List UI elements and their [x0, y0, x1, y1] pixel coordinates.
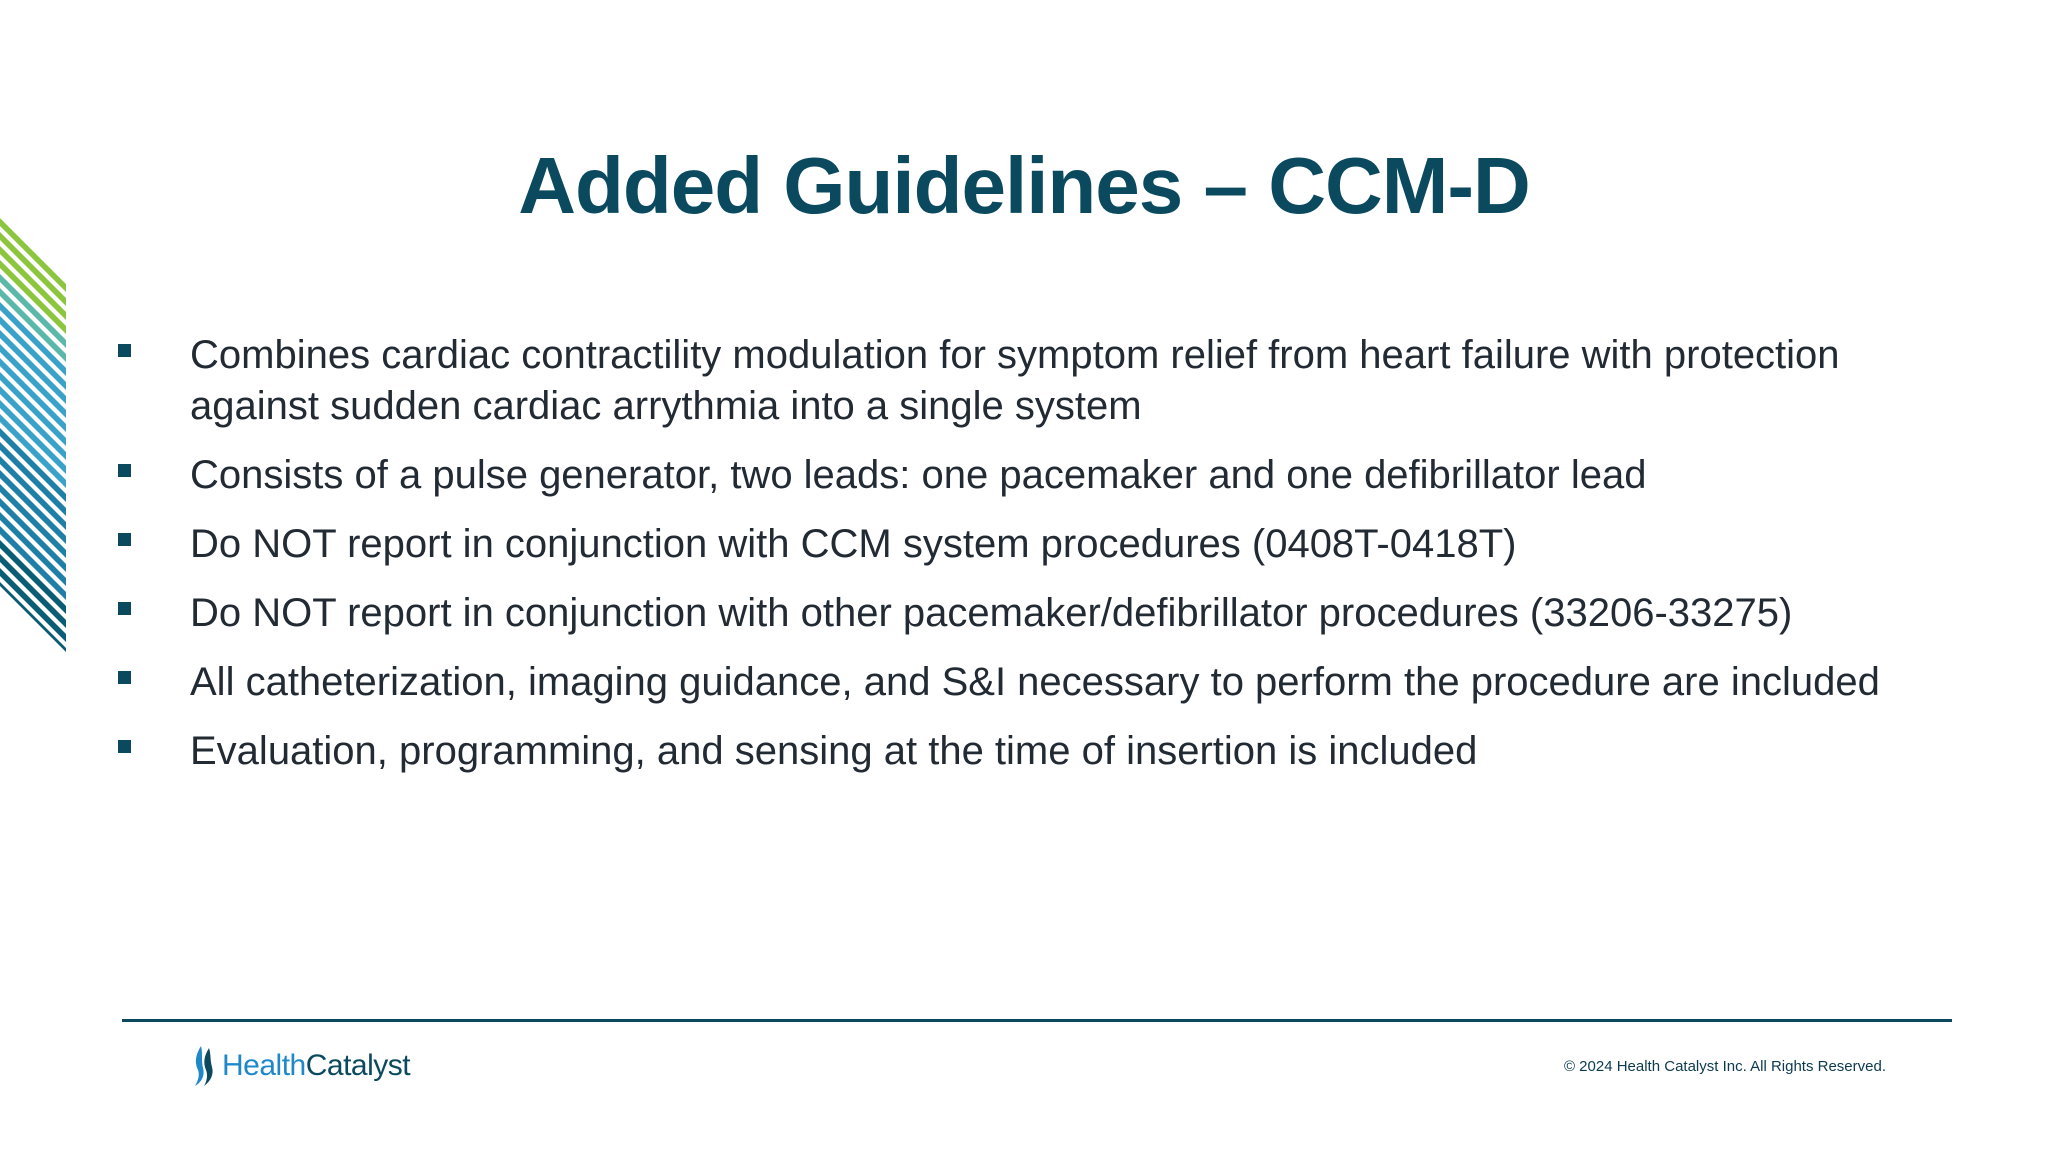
list-item — [118, 330, 2018, 432]
bullet-square-icon — [118, 464, 131, 477]
list-item — [118, 657, 2018, 708]
logo-text-health: Health — [222, 1049, 306, 1082]
list-item — [118, 588, 2018, 639]
bullet-square-icon — [118, 344, 131, 357]
list-item — [118, 519, 2018, 570]
bullet-text: Do NOT report in conjunction with other pacemaker/defibrillator procedures (33206-33275) — [190, 591, 1793, 635]
flame-icon — [192, 1044, 218, 1088]
bullet-list — [118, 330, 2018, 795]
health-catalyst-logo — [192, 1044, 410, 1088]
bullet-text: Evaluation, programming, and sensing at the time of insertion is included — [190, 729, 1478, 773]
bullet-square-icon — [118, 533, 131, 546]
bullet-text: All catheterization, imaging guidance, and S&I necessary to perform the procedure are included — [190, 660, 1880, 704]
bullet-square-icon — [118, 671, 131, 684]
logo-text-catalyst: Catalyst — [305, 1049, 411, 1082]
bullet-text: Do NOT report in conjunction with CCM system procedures (0408T-0418T) — [190, 522, 1517, 566]
bullet-text: Consists of a pulse generator, two leads: one pacemaker and one defibrillator lead — [190, 453, 1647, 497]
footer-divider — [122, 1019, 1952, 1022]
bullet-square-icon — [118, 602, 131, 615]
decorative-stripes — [0, 218, 66, 652]
list-item — [118, 726, 2018, 777]
bullet-square-icon — [118, 740, 131, 753]
slide-title: Added Guidelines – CCM-D — [518, 141, 1530, 230]
list-item — [118, 450, 2018, 501]
bullet-text: Combines cardiac contractility modulation for symptom relief from heart failure with protection against sudden cardiac arrythmia into a single system — [190, 333, 1840, 428]
copyright-notice: © 2024 Health Catalyst Inc. All Rights Reserved. — [1563, 1058, 1886, 1075]
